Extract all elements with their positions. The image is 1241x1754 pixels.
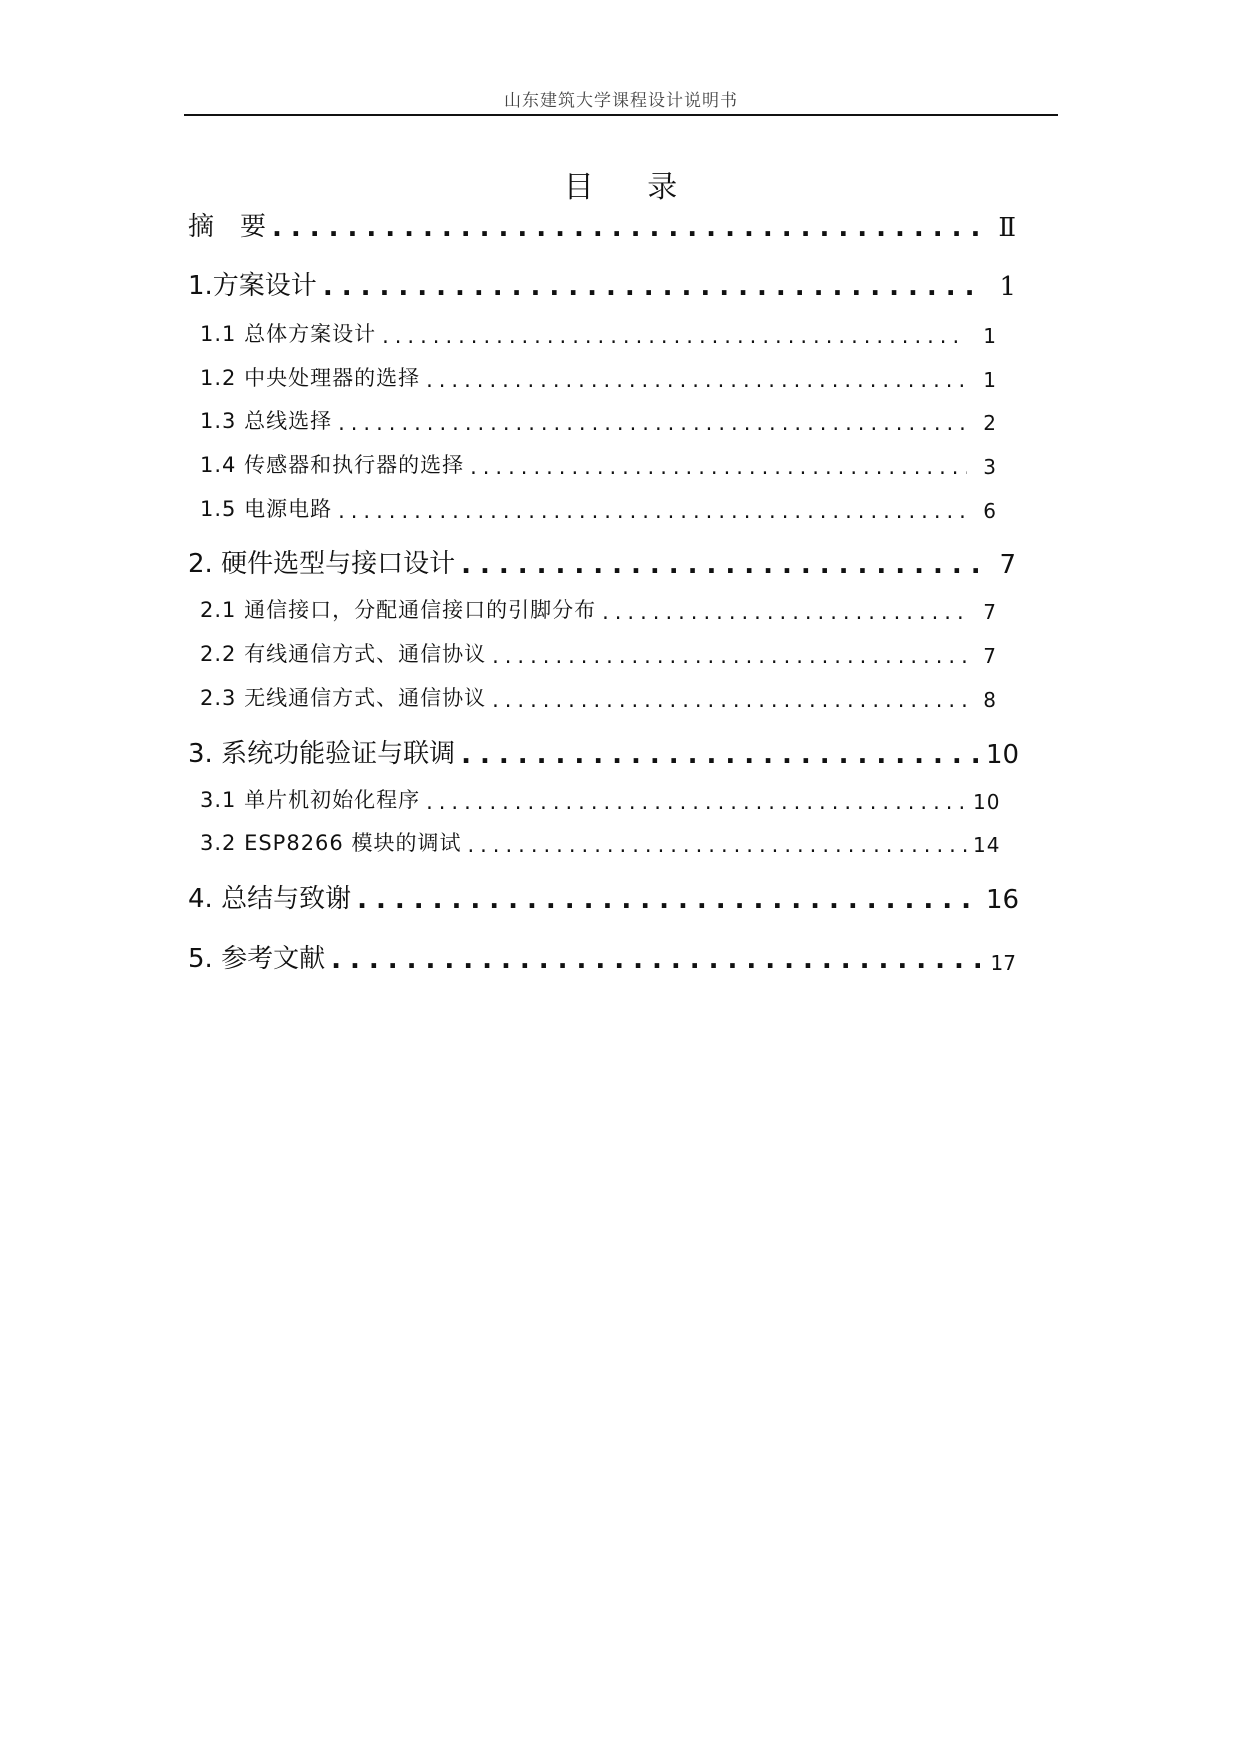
dot-leader bbox=[467, 833, 967, 857]
dot-leader bbox=[470, 455, 967, 479]
toc-entry-page: 10 bbox=[986, 740, 1020, 770]
dot-leader bbox=[331, 945, 980, 975]
toc-entry-page: Ⅱ bbox=[998, 213, 1016, 243]
toc-entry-page: 1 bbox=[983, 368, 997, 392]
toc-entry-5[interactable] bbox=[188, 938, 1016, 975]
toc-entry-3[interactable] bbox=[188, 733, 1020, 770]
toc-entry-label: 2.2 有线通信方式、通信协议 bbox=[200, 642, 487, 666]
dot-leader bbox=[461, 550, 980, 580]
toc-entry-page: 7 bbox=[983, 644, 997, 668]
toc-entry-label: 3. 系统功能验证与联调 bbox=[188, 739, 456, 769]
toc-entry-page: 1 bbox=[983, 324, 997, 348]
toc-entry-label: 2. 硬件选型与接口设计 bbox=[188, 549, 456, 579]
dot-leader bbox=[602, 600, 967, 624]
dot-leader bbox=[338, 499, 967, 523]
toc-entry-3-1[interactable] bbox=[200, 784, 1001, 814]
toc-entry-page: 8 bbox=[983, 688, 997, 712]
toc-entry-2-1[interactable] bbox=[200, 594, 997, 624]
toc-entry-1-4[interactable] bbox=[200, 449, 997, 479]
toc-entry-page: 7 bbox=[983, 600, 997, 624]
toc-entry-1-5[interactable] bbox=[200, 493, 997, 523]
toc-entry-label: 4. 总结与致谢 bbox=[188, 884, 352, 914]
toc-entry-1-3[interactable] bbox=[200, 405, 997, 435]
toc-entry-page: 17 bbox=[990, 951, 1016, 975]
dot-leader bbox=[461, 740, 980, 770]
toc-entry-label: 3.1 单片机初始化程序 bbox=[200, 788, 421, 812]
toc-entry-label: 1.2 中央处理器的选择 bbox=[200, 366, 421, 390]
header-rule bbox=[184, 114, 1058, 116]
toc-entry-label: 3.2 ESP8266 模块的调试 bbox=[200, 831, 462, 855]
toc-entry-2-2[interactable] bbox=[200, 638, 997, 668]
toc-entry-page: 7 bbox=[999, 550, 1016, 580]
dot-leader bbox=[382, 324, 967, 348]
toc-entry-label: 1.方案设计 bbox=[188, 271, 317, 301]
toc-entry-page: 2 bbox=[983, 411, 997, 435]
toc-entry-page: 10 bbox=[973, 790, 1001, 814]
toc-entry-1-1[interactable] bbox=[200, 318, 997, 348]
toc-entry-abstract[interactable] bbox=[188, 206, 1016, 243]
dot-leader bbox=[323, 272, 980, 302]
toc-entry-page: 14 bbox=[973, 833, 1001, 857]
dot-leader bbox=[492, 688, 967, 712]
toc-entry-label: 摘 要 bbox=[188, 212, 267, 242]
dot-leader bbox=[426, 790, 967, 814]
dot-leader bbox=[357, 885, 980, 915]
toc-entry-3-2[interactable] bbox=[200, 827, 1001, 857]
toc-entry-page: 1 bbox=[999, 272, 1016, 302]
toc-entry-label: 5. 参考文献 bbox=[188, 944, 326, 974]
toc-entry-4[interactable] bbox=[188, 878, 1020, 915]
toc-entry-page: 3 bbox=[983, 455, 997, 479]
toc-title: 目 录 bbox=[563, 170, 700, 205]
toc-entry-2[interactable] bbox=[188, 543, 1016, 580]
toc-entry-label: 1.3 总线选择 bbox=[200, 409, 333, 433]
toc-entry-label: 1.1 总体方案设计 bbox=[200, 322, 377, 346]
toc-entry-2-3[interactable] bbox=[200, 682, 997, 712]
dot-leader bbox=[492, 644, 967, 668]
toc-entry-page: 6 bbox=[983, 499, 997, 523]
toc-entry-label: 2.3 无线通信方式、通信协议 bbox=[200, 686, 487, 710]
toc-entry-label: 1.4 传感器和执行器的选择 bbox=[200, 453, 465, 477]
dot-leader bbox=[338, 411, 967, 435]
toc-entry-label: 2.1 通信接口，分配通信接口的引脚分布 bbox=[200, 598, 597, 622]
toc-entry-label: 1.5 电源电路 bbox=[200, 497, 333, 521]
dot-leader bbox=[272, 213, 980, 243]
toc-entry-1-2[interactable] bbox=[200, 362, 997, 392]
page-header: 山东建筑大学课程设计说明书 bbox=[504, 91, 738, 111]
dot-leader bbox=[426, 368, 967, 392]
toc-entry-page: 16 bbox=[986, 885, 1020, 915]
toc-entry-1[interactable] bbox=[188, 265, 1016, 302]
